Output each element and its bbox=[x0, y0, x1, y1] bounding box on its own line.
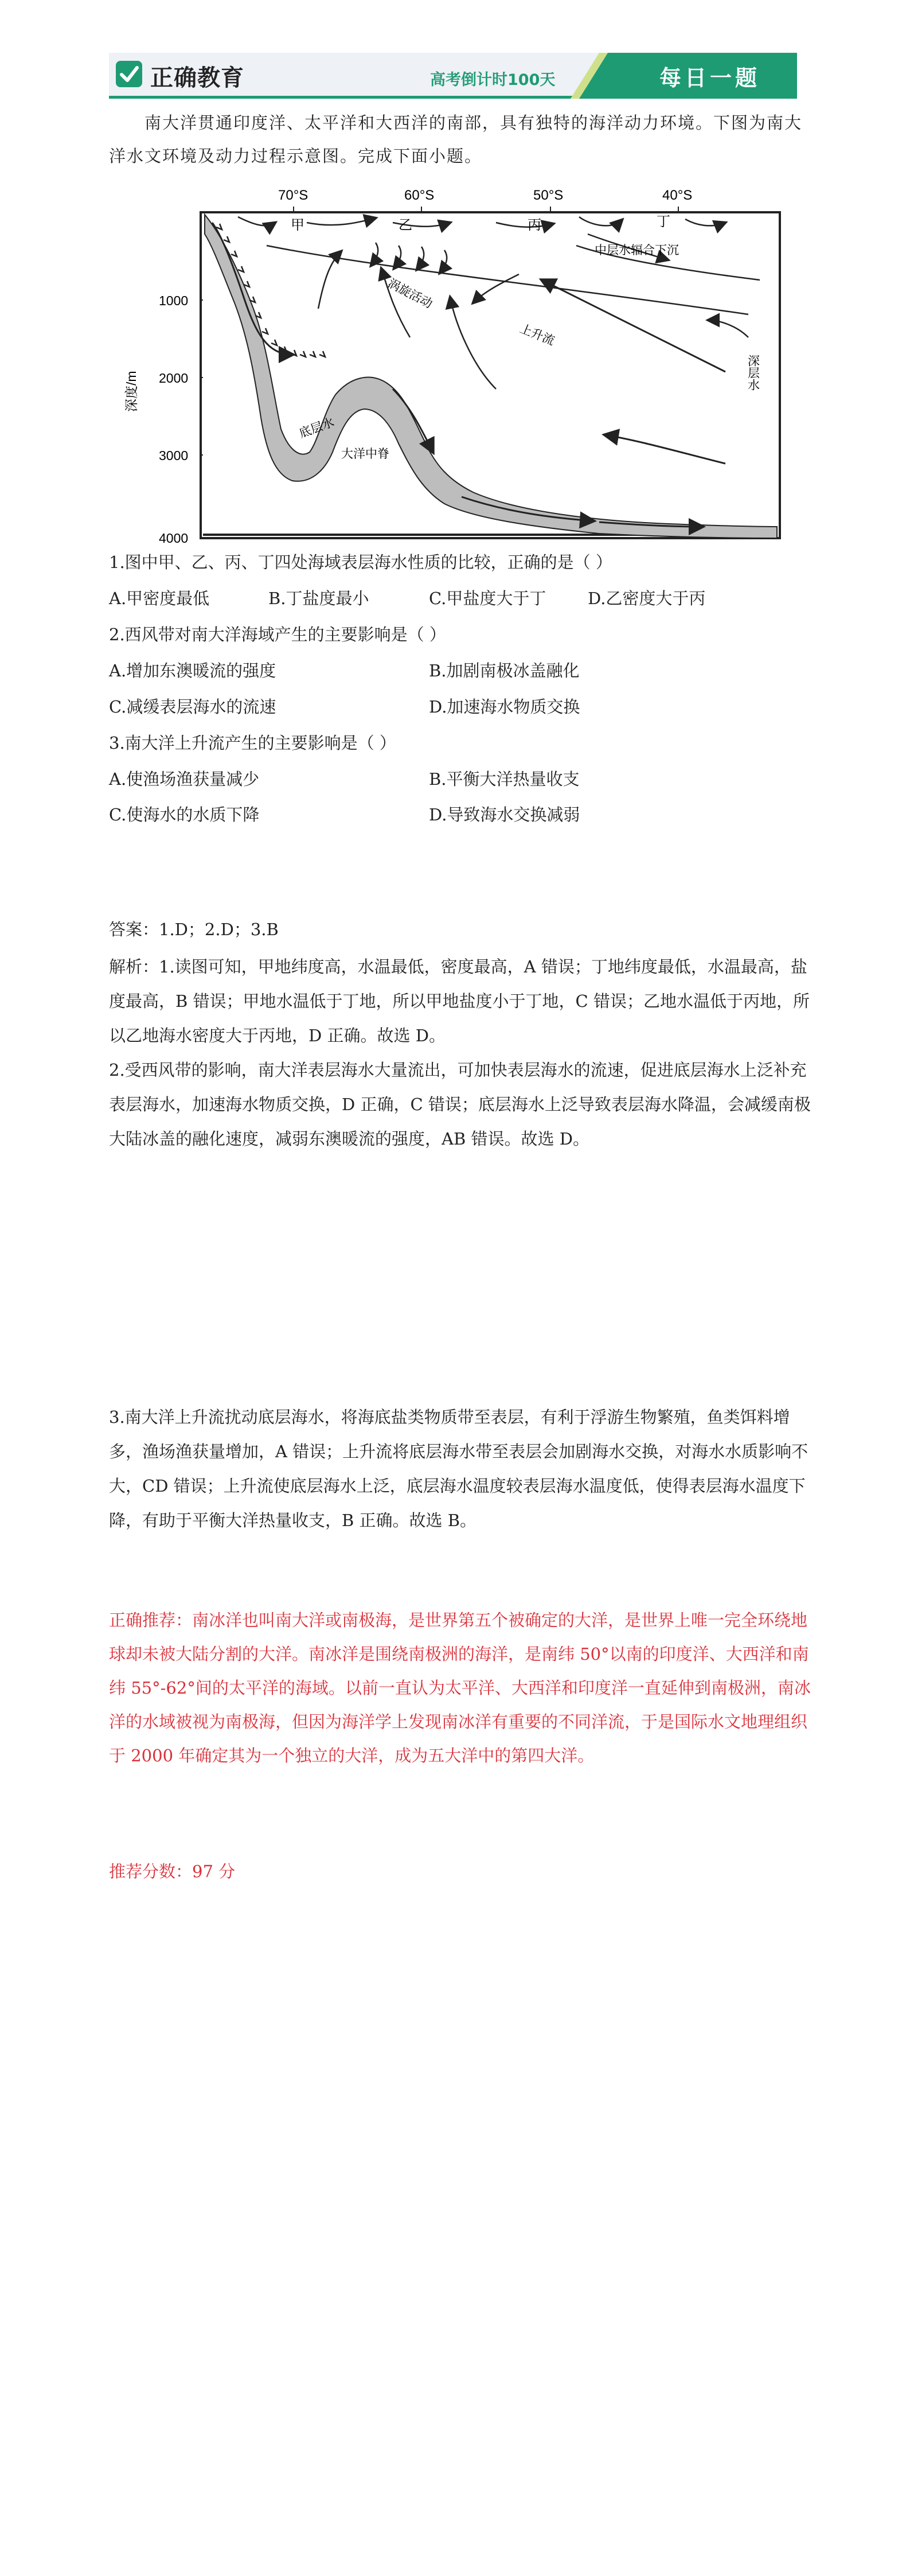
question-2-stem: 2.西风带对南大洋海域产生的主要影响是（ ） bbox=[109, 625, 446, 644]
daily-question-tag: 每日一题 bbox=[659, 65, 761, 91]
deep-water-label: 深层水 bbox=[746, 355, 760, 391]
analysis-3: 3.南大洋上升流扰动底层海水，将海底盐类物质带至表层，有利于浮游生物繁殖，鱼类饵料增多，渔场渔获量增加，A 错误；上升流将底层海水带至表层会加剧海水交换，对海水水质影响不大，CD 错误；上升流使底层海水上泛，底层海水温度较表层海水温度低，使得表层海水温度下降，有助于平衡大洋热量收支，B 正确。故选 B。 bbox=[109, 1407, 809, 1530]
q2-option-c: C.减缓表层海水的流速 bbox=[109, 697, 276, 717]
ridge-label: 大洋中脊 bbox=[341, 448, 389, 461]
bottom-water-label: 底层水 bbox=[297, 415, 336, 441]
depth-label: 2000 bbox=[159, 371, 189, 386]
depth-label: 1000 bbox=[159, 293, 189, 308]
point-label: 甲 bbox=[291, 217, 304, 233]
upwelling-label: 上升流 bbox=[518, 322, 557, 348]
point-label: 丁 bbox=[657, 213, 670, 229]
depth-label: 3000 bbox=[159, 448, 189, 463]
lat-label: 40°S bbox=[662, 188, 693, 203]
brand-name: 正确教育 bbox=[150, 65, 244, 91]
q3-option-b: B.平衡大洋热量收支 bbox=[429, 769, 580, 789]
header-banner bbox=[109, 53, 797, 99]
q1-option-d: D.乙密度大于丙 bbox=[588, 589, 706, 608]
lat-label: 60°S bbox=[404, 188, 435, 203]
q3-option-a: A.使渔场渔获量减少 bbox=[109, 769, 260, 789]
recommendation-paragraph: 正确推荐：南冰洋也叫南大洋或南极海，是世界第五个被确定的大洋，是世界上唯一完全环绕地球却未被大陆分割的大洋。南冰洋是围绕南极洲的海洋，是南纬 50°以南的印度洋、大西洋和南纬 55°-62°间的太平洋的海域。以前一直认为太平洋、大西洋和印度洋一直延伸到南极洲，南冰洋的水域被视为南极海，但因为海洋学上发现南冰洋有重要的不同洋流，于是国际水文地理组织于 2000 年确定其为一个独立的大洋，成为五大洋中的第四大洋。 bbox=[109, 1610, 811, 1765]
southern-ocean-diagram bbox=[124, 182, 788, 550]
y-axis-label: 深度/m bbox=[124, 371, 139, 412]
intro-paragraph: 南大洋贯通印度洋、太平洋和大西洋的南部，具有独特的海洋动力环境。下图为南大洋水文环境及动力过程示意图。完成下面小题。 bbox=[109, 113, 803, 166]
eddy-label: 涡旋活动 bbox=[385, 277, 435, 311]
latitude-axis bbox=[278, 188, 692, 212]
analysis-2: 2.受西风带的影响，南大洋表层海水大量流出，可加快表层海水的流速，促进底层海水上泛补充表层海水，加速海水物质交换，D 正确，C 错误；底层海水上泛导致表层海水降温，会减缓南极大陆冰盖的融化速度，减弱东澳暖流的强度，AB 错误。故选 D。 bbox=[109, 1060, 811, 1149]
question-1-stem: 1.图中甲、乙、丙、丁四处海域表层海水性质的比较，正确的是（ ） bbox=[109, 552, 612, 572]
recommend-score: 推荐分数：97 分 bbox=[109, 1862, 236, 1881]
lat-label: 50°S bbox=[533, 188, 564, 203]
check-logo-icon bbox=[116, 61, 142, 87]
mid-water-label: 中层水辐合下沉 bbox=[595, 244, 679, 257]
point-label: 丙 bbox=[528, 217, 541, 233]
q2-option-d: D.加速海水物质交换 bbox=[429, 697, 580, 717]
depth-label: 4000 bbox=[159, 531, 189, 546]
answer-line: 答案：1.D；2.D；3.B bbox=[109, 920, 279, 939]
q3-option-d: D.导致海水交换减弱 bbox=[429, 805, 580, 824]
question-3-stem: 3.南大洋上升流产生的主要影响是（ ） bbox=[109, 733, 396, 753]
q3-option-c: C.使海水的水质下降 bbox=[109, 805, 260, 824]
exam-countdown: 高考倒计时100天 bbox=[430, 71, 556, 89]
point-label: 乙 bbox=[399, 217, 412, 233]
depth-axis bbox=[124, 293, 208, 546]
q2-option-a: A.增加东澳暖流的强度 bbox=[109, 661, 276, 680]
q1-option-c: C.甲盐度大于丁 bbox=[429, 589, 546, 608]
analysis-1: 解析：1.读图可知，甲地纬度高，水温最低，密度最高，A 错误；丁地纬度最低，水温最高，盐度最高，B 错误；甲地水温低于丁地，所以甲地盐度小于丁地，C 错误；乙地水温低于丙地，所以乙地海水密度大于丙地，D 正确。故选 D。 bbox=[109, 957, 810, 1045]
q2-option-b: B.加剧南极冰盖融化 bbox=[429, 661, 580, 680]
lat-label: 70°S bbox=[278, 188, 308, 203]
q1-option-b: B.丁盐度最小 bbox=[268, 589, 369, 608]
q1-option-a: A.甲密度最低 bbox=[109, 589, 210, 608]
